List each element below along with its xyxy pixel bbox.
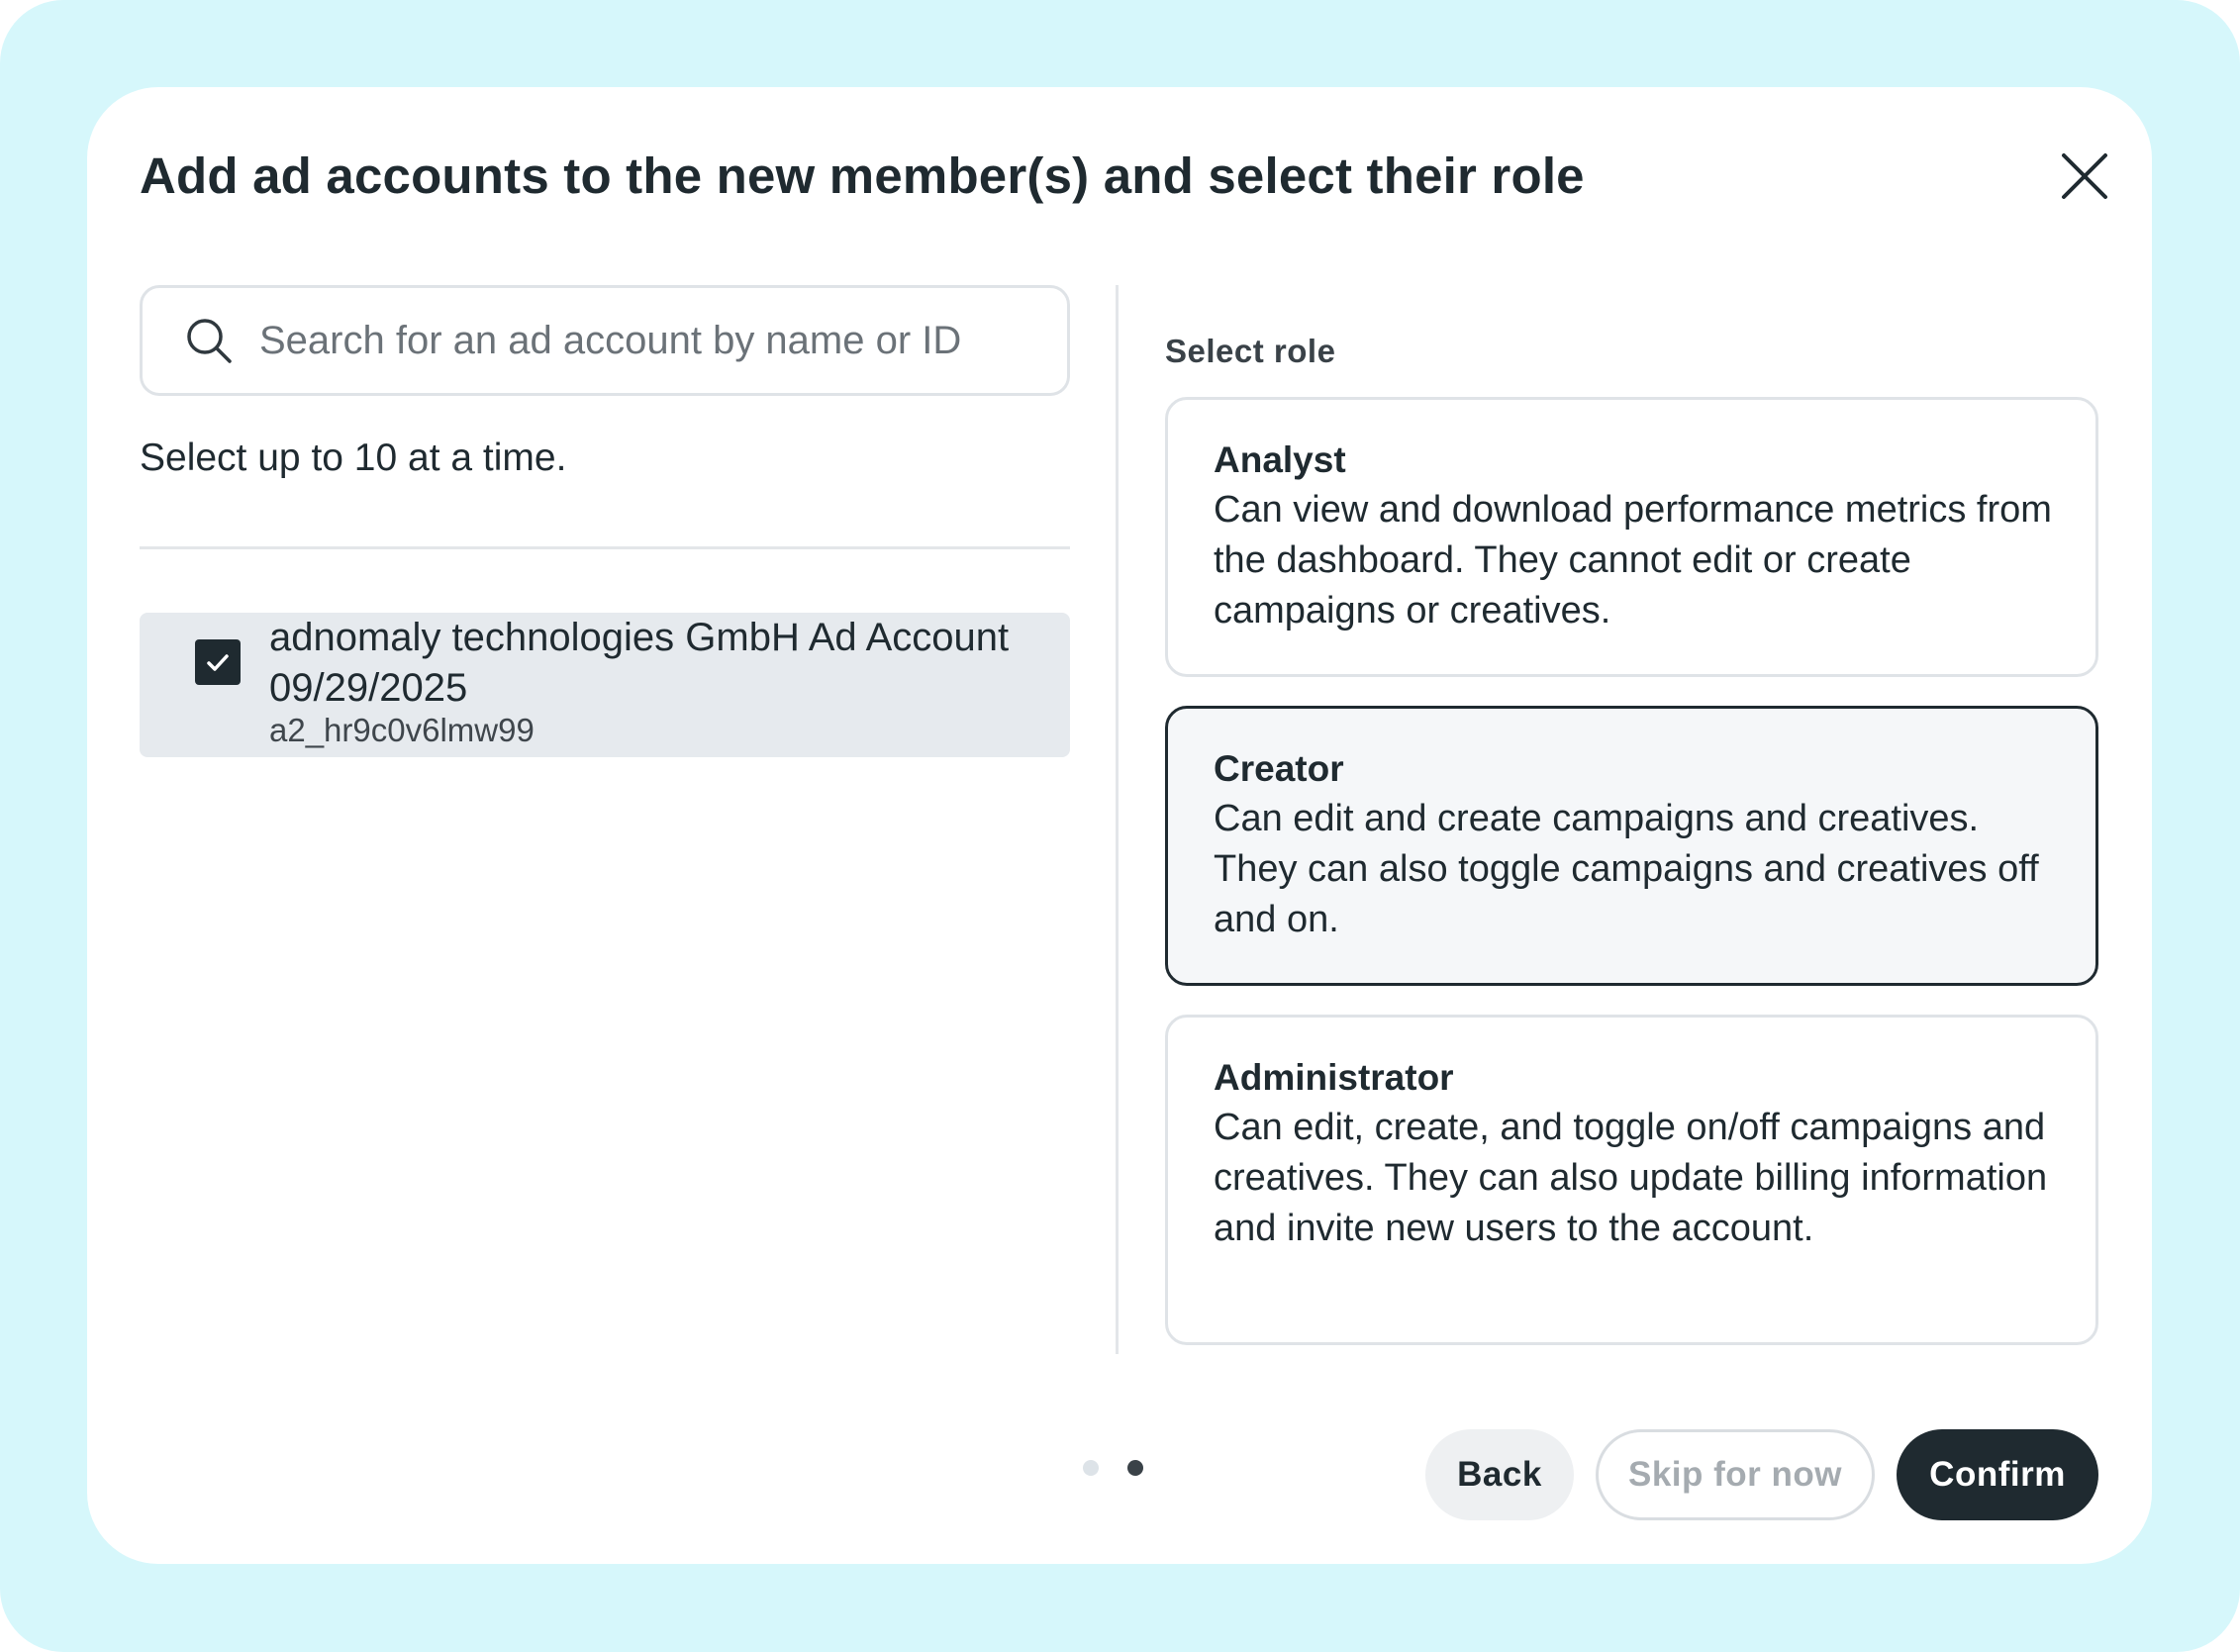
column-separator [1116,285,1119,1354]
selection-hint: Select up to 10 at a time. [140,437,567,479]
step-dot-2[interactable] [1127,1460,1143,1476]
role-description: Can edit and create campaigns and creatives. They can also toggle campaigns and creatives off and on. [1214,798,2039,940]
checkmark-icon [205,649,231,675]
close-button[interactable] [2047,139,2122,214]
role-option-analyst[interactable] [1165,397,2098,677]
role-option-administrator[interactable] [1165,1015,2098,1345]
dialog [87,87,2152,1564]
role-description: Can edit, create, and toggle on/off campaigns and creatives. They can also update billing information and invite new users to the account. [1214,1107,2048,1249]
role-name: Analyst [1214,439,1346,480]
search-icon [184,316,234,365]
role-option-creator[interactable] [1165,706,2098,986]
account-checkbox[interactable] [195,639,241,685]
back-button[interactable]: Back [1425,1429,1574,1520]
divider [140,546,1070,549]
close-icon [2060,151,2109,201]
role-heading: Select role [1165,333,1336,369]
skip-button[interactable]: Skip for now [1596,1429,1875,1520]
confirm-button[interactable]: Confirm [1897,1429,2098,1520]
role-name: Administrator [1214,1057,1454,1098]
search-box [140,285,1070,396]
role-description: Can view and download performance metrics from the dashboard. They cannot edit or create campaigns or creatives. [1214,489,2052,632]
dialog-title: Add ad accounts to the new member(s) and select their role [140,147,1585,204]
account-list-item[interactable] [140,613,1070,757]
search-input[interactable] [259,308,1041,373]
step-dot-1[interactable] [1083,1460,1099,1476]
account-id: a2_hr9c0v6lmw99 [269,712,535,748]
role-name: Creator [1214,748,1344,789]
account-name: adnomaly technologies GmbH Ad Account 09/29/2025 [269,616,1010,710]
